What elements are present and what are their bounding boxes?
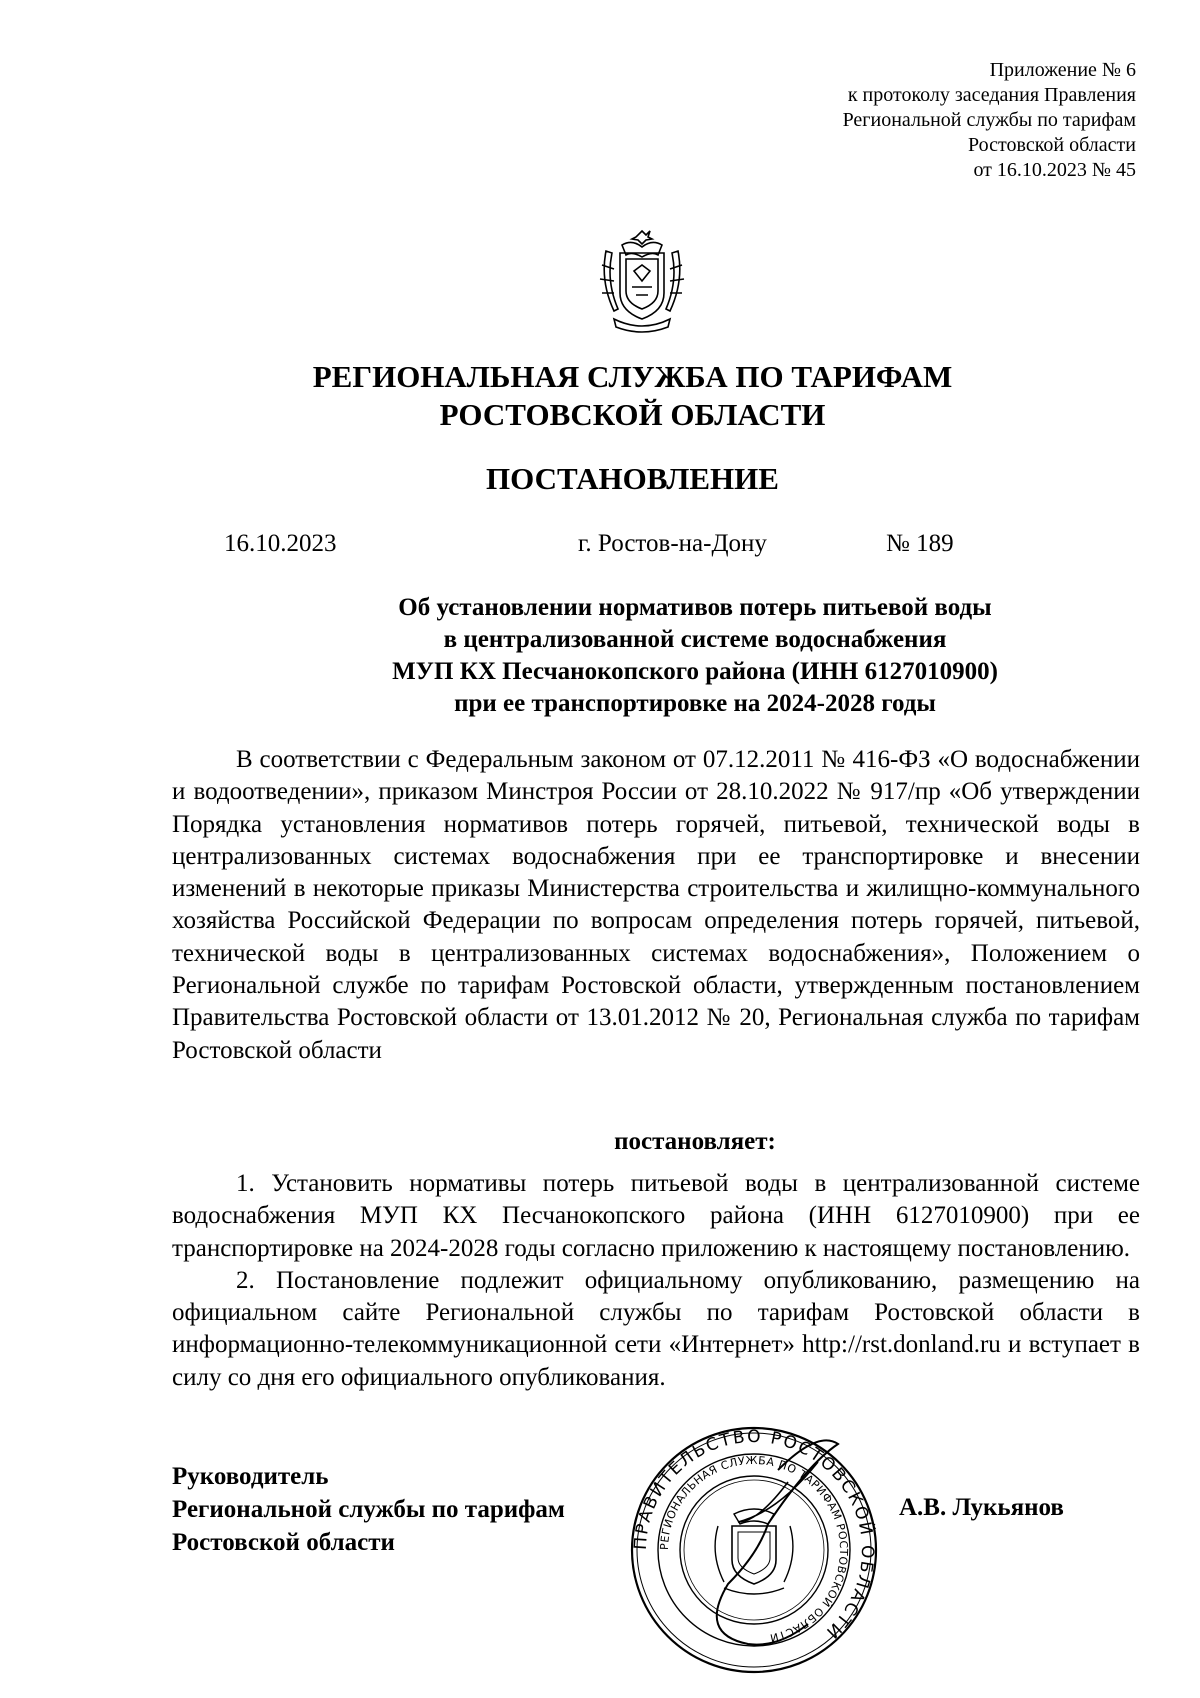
signatory-line: Ростовской области: [172, 1529, 395, 1556]
signatory-name: А.В. Лукьянов: [899, 1494, 1064, 1521]
appendix-line: от 16.10.2023 № 45: [973, 159, 1136, 181]
preamble-paragraph: В соответствии с Федеральным законом от 07.12.2011 № 416-ФЗ «О водоснабжении и водоотведении», приказом Минстроя России от 28.10.2022 № 917/пр «Об утверждении Порядка установления нормативов потерь горячей, питьевой, технической воды в централизованных системах водоснабжения при ее транспортировке и внесении изменений в некоторые приказы Министерства строительства и жилищно-коммунального хозяйства Российской Федерации по вопросам определения потерь горячей, питьевой, технической воды в централизованных системах водоснабжения», Положением о Региональной службе по тарифам Ростовской области, утвержденным постановлением Правительства Ростовской области от 13.01.2012 № 20, Региональная служба по тарифам Ростовской области: [172, 746, 1140, 1064]
coat-of-arms-icon: [592, 225, 692, 333]
organization-line: РЕГИОНАЛЬНАЯ СЛУЖБА ПО ТАРИФАМ: [312, 359, 953, 394]
seal-outer-text: ПРАВИТЕЛЬСТВО РОСТОВСКОЙ ОБЛАСТИ: [630, 1426, 878, 1644]
decree-item: 2. Постановление подлежит официальному опубликованию, размещению на официальном сайте Региональной службы по тарифам Ростовской области в информационно-телекоммуникационной сети «Интернет» http://rst.donland.ru и вступает в силу со дня его официального опубликования.: [172, 1266, 1140, 1391]
signatory-line: Региональной службы по тарифам: [172, 1496, 565, 1523]
appendix-line: Ростовской области: [968, 134, 1136, 156]
subject-line: в централизованной системе водоснабжения: [443, 626, 947, 653]
seal-inner-text: РЕГИОНАЛЬНАЯ СЛУЖБА ПО ТАРИФАМ РОСТОВСКОЙ ОБЛАСТИ: [657, 1453, 851, 1645]
subject-line: при ее транспортировке на 2024-2028 годы: [454, 690, 936, 717]
appendix-line: Региональной службы по тарифам: [842, 109, 1136, 131]
appendix-line: к протоколу заседания Правления: [847, 84, 1136, 106]
decree-items: [172, 1168, 1140, 1394]
preamble-section: [172, 744, 1140, 1067]
document-type: ПОСТАНОВЛЕНИЕ: [486, 461, 779, 496]
document-city: г. Ростов-на-Дону: [578, 530, 767, 557]
decree-item: 1. Установить нормативы потерь питьевой воды в централизованной системе водоснабжения МУП КХ Песчанокопского района (ИНН 6127010900) при ее транспортировке на 2024-2028 годы согласно приложению к настоящему постановлению.: [172, 1170, 1140, 1262]
appendix-note: [843, 58, 1136, 183]
organization-line: РОСТОВСКОЙ ОБЛАСТИ: [439, 397, 826, 432]
decrees-word: постановляет:: [614, 1128, 776, 1155]
document-number: № 189: [886, 530, 954, 557]
svg-text:РЕГИОНАЛЬНАЯ СЛУЖБА ПО ТАРИФАМ: [658, 1454, 850, 1645]
appendix-line: Приложение № 6: [989, 59, 1136, 81]
organization-name: [0, 358, 1200, 434]
document-subject: [300, 592, 1090, 720]
document-date: 16.10.2023: [224, 530, 337, 557]
signatory-line: Руководитель: [172, 1463, 329, 1490]
official-seal-icon: [628, 1422, 880, 1678]
signatory-title: [172, 1460, 565, 1559]
subject-line: Об установлении нормативов потерь питьевой воды: [398, 594, 992, 621]
subject-line: МУП КХ Песчанокопского района (ИНН 6127010900): [392, 658, 998, 685]
